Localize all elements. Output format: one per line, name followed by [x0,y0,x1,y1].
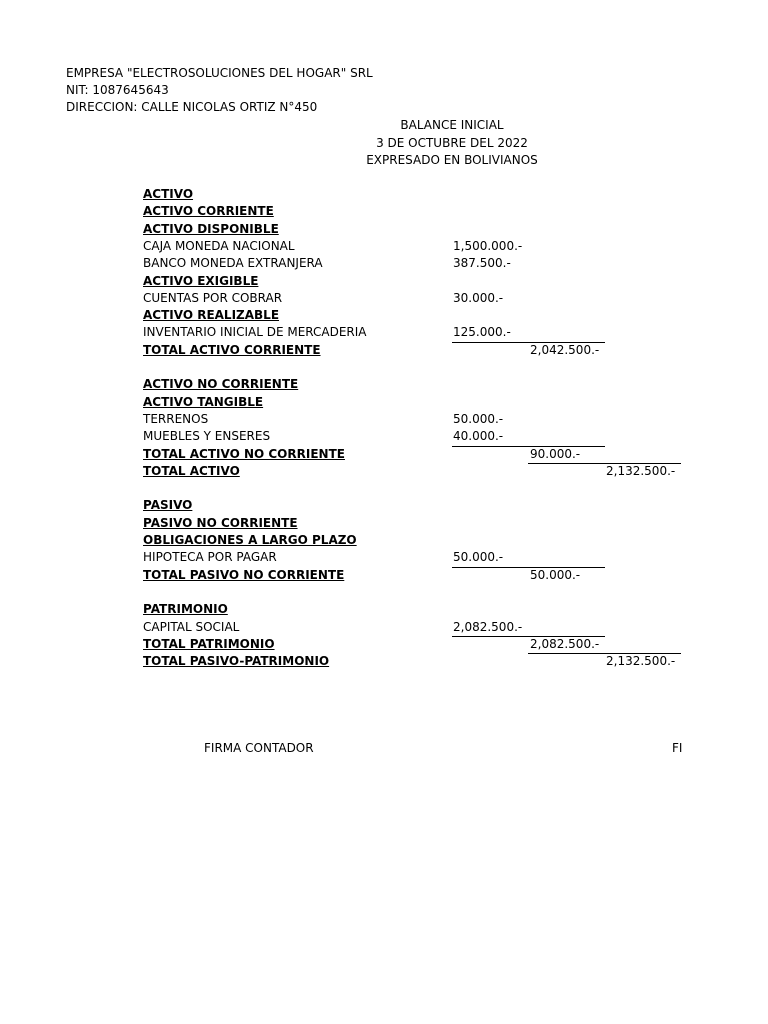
row-amount-c2: 2,082.500.- [530,637,600,651]
row-label: TOTAL ACTIVO CORRIENTE [143,343,321,357]
row-amount-c1: 387.500.- [453,256,511,270]
row-label: TOTAL ACTIVO NO CORRIENTE [143,447,345,461]
row-label: HIPOTECA POR PAGAR [143,550,277,564]
row-amount-c2: 50.000.- [530,568,581,582]
row-label: CAJA MONEDA NACIONAL [143,239,295,253]
report-currency: EXPRESADO EN BOLIVIANOS [366,153,538,167]
company-name: EMPRESA "ELECTROSOLUCIONES DEL HOGAR" SRL [66,66,373,80]
row-label: ACTIVO NO CORRIENTE [143,377,299,391]
row-label: TERRENOS [143,412,209,426]
row-label: BANCO MONEDA EXTRANJERA [143,256,323,270]
row-label: CUENTAS POR COBRAR [143,291,283,305]
row-amount-c1: 50.000.- [453,550,504,564]
rule-total-activo [528,463,681,464]
row-label: ACTIVO DISPONIBLE [143,222,279,236]
rule-patrimonio-c1 [452,636,605,637]
row-label: INVENTARIO INICIAL DE MERCADERIA [143,325,367,339]
row-label: ACTIVO TANGIBLE [143,395,264,409]
report-date: 3 DE OCTUBRE DEL 2022 [376,136,528,150]
row-label: CAPITAL SOCIAL [143,620,240,634]
rule-activo-no-corriente [452,446,605,447]
row-amount-c2: 2,042.500.- [530,343,600,357]
row-label: TOTAL ACTIVO [143,464,240,478]
company-address: DIRECCION: CALLE NICOLAS ORTIZ N°450 [66,100,318,114]
row-amount-c1: 30.000.- [453,291,504,305]
row-label: PATRIMONIO [143,602,228,616]
row-amount-c1: 1,500.000.- [453,239,523,253]
row-amount-c2: 90.000.- [530,447,581,461]
row-amount-c3: 2,132.500.- [606,654,676,668]
report-title: BALANCE INICIAL [400,118,504,132]
row-label: TOTAL PASIVO NO CORRIENTE [143,568,345,582]
row-label: PASIVO [143,498,193,512]
row-label: ACTIVO EXIGIBLE [143,274,259,288]
row-label: TOTAL PASIVO-PATRIMONIO [143,654,330,668]
row-label: ACTIVO CORRIENTE [143,204,274,218]
row-label: TOTAL PATRIMONIO [143,637,275,651]
row-amount-c1: 125.000.- [453,325,511,339]
rule-pasivo [452,567,605,568]
signature-other: FI [672,741,683,755]
row-label: PASIVO NO CORRIENTE [143,516,298,530]
row-label: MUEBLES Y ENSERES [143,429,271,443]
rule-patrimonio-c2 [528,653,681,654]
row-amount-c1: 40.000.- [453,429,504,443]
row-label: OBLIGACIONES A LARGO PLAZO [143,533,357,547]
row-amount-c3: 2,132.500.- [606,464,676,478]
row-label: ACTIVO [143,187,194,201]
rule-activo-corriente [452,342,605,343]
row-amount-c1: 50.000.- [453,412,504,426]
row-label: ACTIVO REALIZABLE [143,308,280,322]
signature-accountant: FIRMA CONTADOR [204,741,314,755]
company-nit: NIT: 1087645643 [66,83,169,97]
row-amount-c1: 2,082.500.- [453,620,523,634]
